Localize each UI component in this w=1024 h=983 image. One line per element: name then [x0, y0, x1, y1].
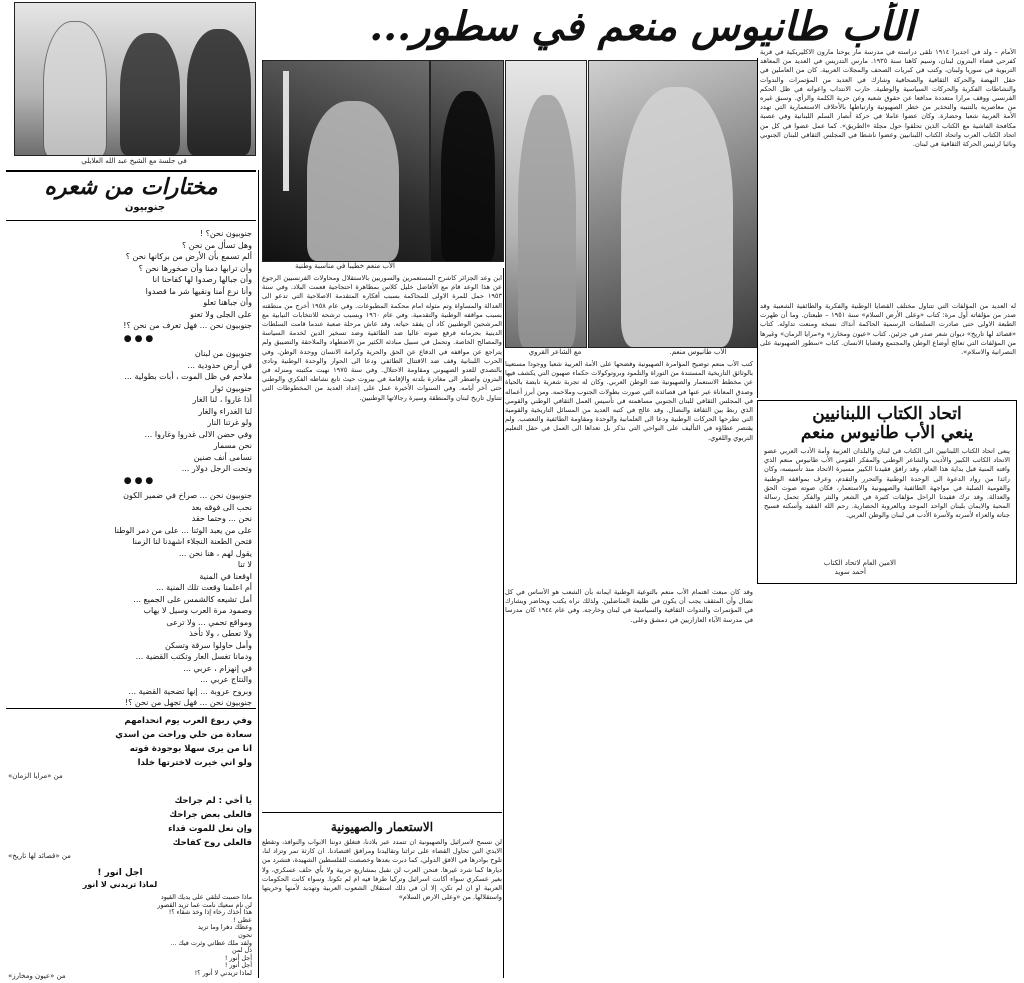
- poet-photo: [505, 60, 587, 348]
- poem-line: أمل تشيعه كالشمس على الجميع ...: [133, 594, 252, 604]
- portrait-photo-caption: الأب طانيوس منعم.: [669, 348, 727, 356]
- poem-line: لن نام سعيك نامت عما تريد القصور: [157, 900, 252, 909]
- poem-line: وفي حضن الالى غدروا وغاروا ...: [144, 429, 252, 439]
- poem-line: جنوبيون نحن ... فهل تجهل من نحن ؟!: [124, 698, 252, 707]
- group-photo: [14, 2, 256, 156]
- union-signature-role: الامين العام لاتحاد الكتاب: [823, 559, 896, 567]
- poem-line: لماذا تريدني لا أنور ؟!: [194, 968, 252, 977]
- poem-line: والنتاج عربي ...: [200, 675, 252, 684]
- couplet-2-source: من «قصائد لها تاريخ»: [8, 852, 71, 860]
- poem-4: [8, 894, 252, 978]
- poem-line: لنا الغدراء والغار: [198, 406, 252, 416]
- group-photo-caption: في جلسة مع الشيخ عبد الله العلايلي: [81, 157, 187, 165]
- poem-line: وأن جبالها رصدوا لها كفاحنا انا: [152, 275, 252, 284]
- poem-line: ماذا حسبت لتلقي على يديك القيود: [160, 894, 252, 901]
- poem-line: فتحن الطعنة النجلاء اشهدنا لنا الزمنا: [132, 537, 252, 546]
- poem-line: وهل تسأل من نحن ؟: [181, 240, 252, 250]
- poem-line: وأنا نرع أمنا ونقيها شر ما قصدوا: [145, 286, 252, 296]
- poet-photo-caption: مع الشاعر القروي: [528, 348, 582, 356]
- portrait-photo: [588, 60, 758, 348]
- couplet-1: [8, 714, 252, 770]
- poem-line: نحون: [238, 930, 252, 939]
- poem-line: جنوبيون نحن ... فهل تعرف من نحن ؟!: [123, 321, 252, 330]
- poem-line: جنوبيون من لبنان: [194, 349, 252, 358]
- poem-line: لا تنا: [237, 560, 252, 569]
- poem-line: فالعلى بعض جراحك: [169, 810, 252, 820]
- poem-2: [8, 348, 252, 475]
- poem-line: ودمانا تغسل العار وتكتب القضية ...: [135, 652, 252, 661]
- poem-line: أجل أنور !: [224, 961, 252, 970]
- poem-line: على من يعبد الوثنا ... على من دمر الوطنا: [114, 525, 252, 535]
- poem-line: جنوبيون ثوار: [210, 383, 252, 393]
- poem-line: وأن ترابها دمنا وأن صخورها نحن ؟: [138, 263, 252, 273]
- poem-line: على الجلى ولا تعنو: [190, 309, 252, 319]
- anwar-title: أجل أنور !: [97, 868, 143, 878]
- poem-line: نسامى أنف صنين: [193, 452, 252, 462]
- poem-line: ولو غرتنا النار: [207, 418, 252, 427]
- essay-title: الاستعمار والصهيونية: [330, 820, 434, 834]
- poem-line: وأن جباهنا تعلو: [203, 298, 252, 307]
- poem-line: أجل أنور !: [224, 953, 252, 962]
- poem-line: هذا أخذك رخاء إذا وخذ شقاء ؟!: [168, 908, 252, 917]
- union-box-body: ينعى اتحاد الكتاب اللبنانيين الى الكتاب في لبنان والبلدان العربية وأمة الأدب العربي عضو الاتحاد الكاتب الكبير والأديب والشاعر الوطني والمفكر القومي الأب طانيوس منعم الذي وافته المنية قبل بداية هذا العام. وقد رافق فقيدنا الكبير مسيرة الاتحاد منذ تأسيسه، وكان رائدا من رواد الدعوة الى الوحدة الوطنية والتحرر والتقدم، وعرف بمواقفه الوطنية والقومية الصلبة في مواجهة الطائفية والصهيونية والاستعمار، فكان صوته صوت الحق والعدالة. وقد ترك فقيدنا الراحل مؤلفات كثيرة في الشعر والنثر والفكر تحمل رسالة المحبة والايمان بلبنان الواحد الموحد وبالعروبة الحضارية. رحم الله الفقيد وأسكنه فسيح جناته والعزاء لأسرته ولأسرة الأدب في لبنان والوطن العربي.: [764, 447, 1010, 520]
- poetry-section-title: مختارات من شعره: [44, 174, 218, 200]
- speech-photo: [262, 60, 430, 262]
- union-box-subtitle: ينعي الأب طانيوس منعم: [800, 423, 974, 443]
- poem-line: جنوبيون نحن ... صراخ في ضمير الكون: [123, 491, 252, 500]
- poem-line: ولا تعطى ، ولا تأخذ: [189, 629, 252, 638]
- headline: الأب طانيوس منعم في سطور...: [369, 3, 915, 50]
- poem-line: نحن ... وحتما حقد: [191, 514, 252, 523]
- poem-line: في أرض حدودية ...: [187, 360, 252, 370]
- couplet-1-source: من «مرايا الزمان»: [8, 772, 63, 780]
- union-signature-name: أحمد سويد: [834, 568, 866, 576]
- bio-intro: الأمام – ولد في اجديرا ١٩١٤ تلقى دراسته في مدرسة مار يوحنا مارون الاكليريكية في قرية كفرحي قضاء البترون لبنان، وسيم كاهنا سنة ١٩٣٥. مارس التدريس في العديد من المعاهد التربوية في سوريا ولبنان، وكتب في كبريات الصحف والمجلات العربية. كان من العاملين في حقل النهضة والحركة الثقافية والصحافية وشارك في العديد من المؤتمرات والندوات والنشاطات الفكرية والحركات السياسية والوطنية. حارب الانتداب واعوانه في ظل الحكم الفرنسي ووقف مرارا متعددة مدافعا عن حقوق شعبه وعن حرية الكلمة والرأي. وسبق غيره من معاصريه بالتنبيه والتحذير من خطر الصهيونية وارتباطها بالأحلاف الاستعمارية التي تهدد الأمة العربية شعبا وحضارة. وكان عضوا عاملا في حركة أنصار السلم اللبنانية وفي عصبة مكافحة الفاشية مع الكتاب الذين تحلقوا حول مجلة «الطريق». كما عمل عضوا في كل من اتحاد الكتاب العرب واتحاد الكتاب اللبنانيين وعضوا ناشطا في المجلس الثقافي للبنان الجنوبي ونائبا لرئيس الحركة الثقافية في لبنان.: [760, 48, 1016, 149]
- union-box-title: اتحاد الكتاب اللبنانيين: [812, 404, 962, 424]
- poem-line: ولو اني خيرت لاخترتها خلدا: [137, 758, 252, 768]
- poem-line: وفي ربوع العرب يوم انحدامهم: [124, 716, 252, 726]
- poem-line: ذل لمن: [231, 946, 252, 955]
- works-list: له العديد من المؤلفات التي تتناول مختلف القضايا الوطنية والفكرية والطائفية الشعبية وقد صدر من مؤلفاته أول مرة: كتاب «وعلى الأرض السلام» سنة ١٩٥١ – طبعتان. وما أن ظهرت الطبعة الاولى حتى صادرت السلطات الرسمية الحاكمة آنذاك نسخه ومنعت تداوله. كتاب «قصائد لها تاريخ» ديوان شعر صدر في جزئين. كتاب «عيون ومخارز» و«مرايا الزمان» وغيرها من المؤلفات التي تعالج أوضاع الوطن والمجتمع وقضايا الانسان. كتاب «سطور الصهيونية على النصرانية والاسلام».: [760, 302, 1016, 357]
- poem-line: وتحت الرجل دولار ...: [181, 464, 252, 473]
- poem-line: أذا غاروا ، لنا الغار: [192, 395, 252, 404]
- poem-line: جنوبيون نحن؟ !: [199, 229, 252, 238]
- essay-body: لن نسمح لاسرائيل والصهيونية ان تتمدد عبر بلادنا، فتغلق دوننا الابواب والنوافذ، وتقطع الايدي التي تحاول القضاء على تراثنا وتقاليدنا ومرافق اقتصادنا. ان كارثة تمر وتزاد لنا، تلوح بوادرها في الافق الدولي، كما دبرت بعدها وخصصت للفلسطين الشهيدة، فتشرد من ديارها كما شرد غيرها. فنحن العرب لن نقبل بمشاريع حربية ولا بأي حلف عسكري، ولا بغير عسكري سواء أكانت اسرائيل وتركيا طرفا فيه ام لم تكونا. وسواء كانت الحكومات العربية او ان لم تكن، إلا أن في ذلك استقلال الشعوب العربية وتهديد لأمنها وحريتها واستقلالها. من «وعلى الارض السلام»: [262, 838, 502, 902]
- poem-line: وبروح عروبة ... إنها تضحية القضية ...: [128, 686, 252, 696]
- poem-line: في إنهزام ، عربي ...: [183, 663, 252, 673]
- poem-1: [8, 228, 252, 332]
- couplet-2: [8, 794, 252, 850]
- poem-line: عظى !: [233, 915, 252, 924]
- poem-line: ألم تسمع بأن الأرض من بركانها نحن ؟: [125, 252, 252, 261]
- bottom-right-article: وقد كان مبعث اهتمام الأب منعم بالتوعية الوطنية ايمانه بأن الشعب هو الأساس في كل نضال وأن المثقف يجب أن يكون في طليعة المناضلين. ولذلك نراه يكتب ويحاضر ويشارك في المؤتمرات والندوات الثقافية والسياسية في لبنان وخارجه. وفي عام ١٩٤٤ كان مدرسا في مدرسة الآباء العازاريين في دمشق وعلى.: [505, 588, 753, 624]
- anwar-subtitle: لماذا تريدني لا أنور: [82, 880, 158, 889]
- poem-line: يقول لهم ، هنا نحن ...: [178, 548, 252, 558]
- clergy-photo: [430, 60, 504, 262]
- poem-line: وإن نعل للموت قداء: [168, 824, 252, 834]
- poem-line: نحب الى فوقه بعد: [191, 502, 252, 512]
- poem-3: [8, 490, 252, 709]
- poem-line: وعظك دهرا وما تريد: [197, 923, 252, 932]
- poem-line: انا من يرى سهلا بوجودة قوته: [129, 744, 252, 754]
- middle-article: كتب الأب منعم توضيح المؤامرة الصهيونية وفضحها على الأمة العربية شعبا ووجودا مستعينا بالوثائق التاريخية المستندة من التوراة والتلمود وبروتوكولات حكماء صهيون التي يكشف فيها عن مخطط الاستعمار والصهيونية ضد الوطن العربي. وكان له تجربة شعرية نابضة بالحياة وصدق المعاناة عبر عنها في قصائده التي صورت بطولات الجنوب وملاحمه. ومن أبرز أعماله في المجلس الثقافي للبنان الجنوبي مساهمته في تأسيس العمل الثقافي الوطني والقومي الذي ربط بين الثقافة والنضال. وقد عالج في كتبه العديد من المسائل التاريخية والقومية التي تطرحها الحركات الوطنية ودعا الى العلمانية والوحدة ومقاومة الطائفية والتعصب. ولم يقتصر عطاؤه في التأليف على النواحي التي نذكر بل تعداها الى العمل في حقل التعليم التربوي واللغوي.: [505, 360, 753, 442]
- poem-line: ملاحم في ظل الموت ، أبات بطولية ...: [124, 372, 252, 381]
- separator-2: ●●●: [123, 476, 157, 486]
- separator-1: ●●●: [123, 334, 157, 344]
- speech-photo-caption: الأب منعم خطيبا في مناسبة وطنية: [295, 262, 395, 270]
- poem-line: فالعلى روح كفاحك: [172, 838, 252, 848]
- life-article: ابن وعد الجزائر كاشرح المستعمرين والسوريين بالاستقلال ومحاولات الفرنسيين الرجوع عن هذا الوعد قام مع الأفاضل خليل كلاس بمظاهرة احتجاجية فعمت البلاد. وفي سنة ١٩٥٣ حمل للمرة الاولى للمحاكمة بسبب أفكاره المتقدمة الاصلاحية التي تدعو الى العدالة والمساواة وتم مثوله امام محكمة المطبوعات. وفي عام ١٩٥٨ أخرج من منطقته بسبب مواقفه الوطنية والتقدمية. وفي عام ١٩٦٠ وبسبب ترشحه للانتخابات النيابية مع المرشحين الوطنيين كاد أن يفقد حياته. وقد عاش مرحلة صعبة عندما قامت السلطات الدينية بحرمانه فرفع صوته عاليا ضد الطائفية وضد تسخير الدين لخدمة السياسة والمصالح الخاصة. وتحمل في سبيل مبادئه الكثير من الاضطهاد والملاحقة والتضييق ولم يتراجع عن مواقفه في الدفاع عن الحق والحرية وكرامة الانسان ووحدة الوطن. وفي الحرب اللبنانية وقف ضد الاقتتال الطائفي ودعا الى الحوار والوحدة الوطنية ونادى بالتصدي للعدو الصهيوني ومقاومة الاحتلال. وفي سنة ١٩٧٥ نهبت مكتبته ومنزله في البترون واضطر الى مغادرة بلدته والإقامة في بيروت حيث تابع نشاطه الفكري والوطني حتى آخر أيامه. وفي السنوات الأخيرة عمل على إعداد العديد من المخطوطات التي تتناول تاريخ لبنان والمنطقة وسيرة رجالاتها الوطنيين.: [262, 274, 502, 402]
- poem-line: سعادة من حلي وراحت من اسدي: [115, 730, 252, 740]
- poem-line: أم اعلمنا وقعت تلك المنية ...: [155, 583, 252, 592]
- poem-line: اوقعنا في المنية: [199, 571, 252, 581]
- poem-line: وصمود مرة العرب وسيل لا يهاب: [143, 606, 252, 615]
- poem-line: يا أخي : لم جراحك: [174, 796, 252, 806]
- poem-line: وأمل حاولوا سرقة وتسكن: [164, 640, 252, 650]
- poetry-subtitle: جنوبيون: [124, 202, 166, 213]
- poem-line: ومواقع تحمي ... ولا ترعى: [166, 617, 252, 627]
- union-obituary-box: [757, 400, 1017, 584]
- poem-4-source: من «عيون ومخارز»: [8, 972, 66, 980]
- poem-line: نحن مسمار: [213, 441, 252, 450]
- poem-line: ولقد ملك عظاتي وثرت فيك ...: [170, 938, 252, 947]
